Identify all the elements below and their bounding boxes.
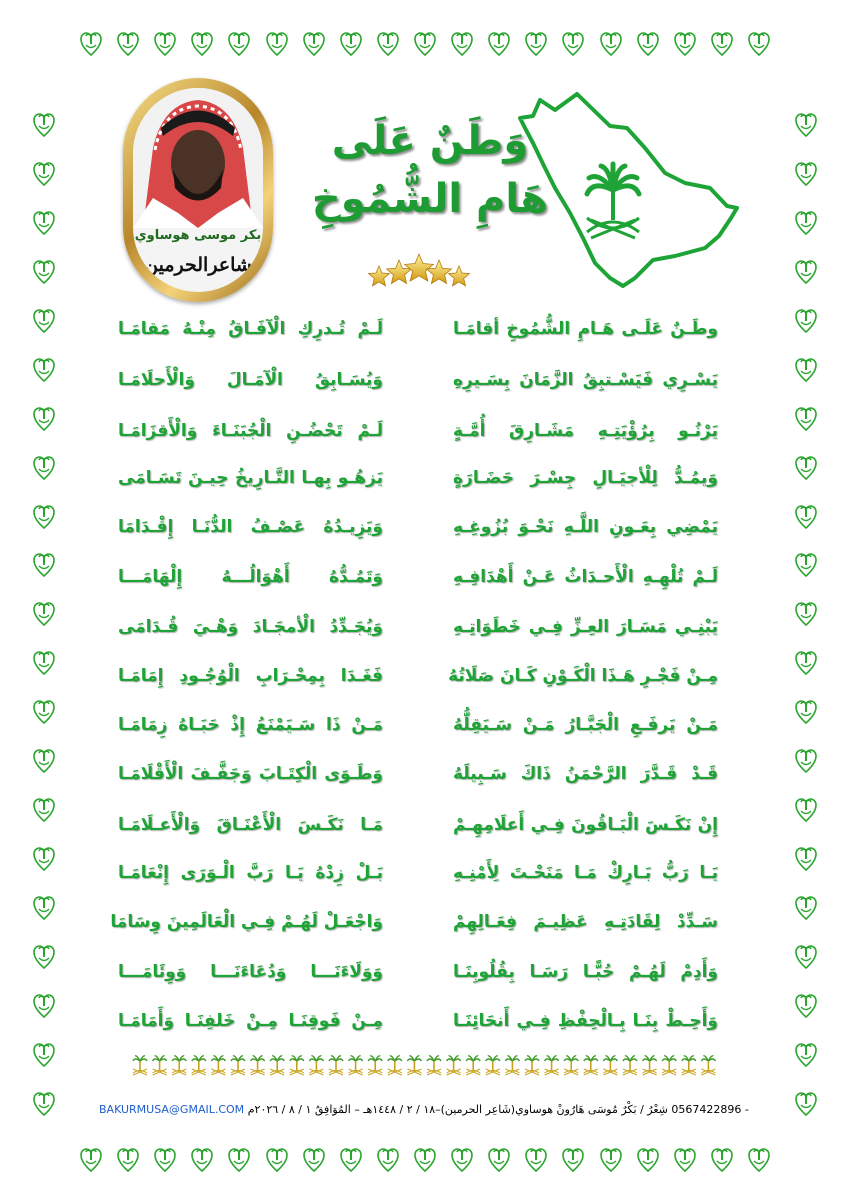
heart-sword-icon [795,406,817,432]
palm-swords-icon [407,1056,421,1075]
heart-sword-icon [377,1147,399,1173]
heart-sword-icon [795,748,817,774]
heart-sword-icon [33,993,55,1019]
verse-first-hemistich: قَـدْ قَـدَّرَ الرَّحْمَنُ ذَاكَ سَـبِيلَهُ [453,764,718,784]
heart-sword-icon [33,699,55,725]
heart-sword-icon [795,846,817,872]
palm-swords-icon [251,1056,265,1075]
heart-sword-icon [795,699,817,725]
verse-second-hemistich: مِـنْ فَوقِنَـا مِـنْ خَلفِنَـا وَأَمَامَـا [118,1011,383,1031]
heart-sword-icon [795,552,817,578]
palm-swords-icon [290,1056,304,1075]
stars-ornament [367,253,471,289]
verse-row [118,666,718,698]
border-bottom [80,1140,770,1180]
poet-photo [133,88,263,228]
verse-first-hemistich: يَسْـرِي فَيَسْـتبِقُ الزَّمَانَ بِسَـيرِهِ [453,370,718,390]
heart-sword-icon [451,31,473,57]
verse-first-hemistich: سَـدِّدْ لِقَادَتِـهِ عَظِيـمَ فِعَـالِهِمْ [453,912,718,932]
heart-sword-icon [795,650,817,676]
heart-sword-icon [33,308,55,334]
palm-swords-icon [388,1056,402,1075]
heart-sword-icon [562,31,584,57]
heart-sword-icon [266,1147,288,1173]
heart-sword-icon [637,1147,659,1173]
verse-second-hemistich: لَـمْ تُـدرِكِ الْآفَـاقُ مِنْـهُ مَقامَـا [118,319,383,339]
poet-portrait-frame [123,78,273,302]
heart-sword-icon [674,1147,696,1173]
verse-first-hemistich: يَبْنِـي مَسَـارَ العِـزِّ فِـي خَطَوَاتِـهِ [453,617,718,637]
verse-second-hemistich: وَطَـوَى الْكِتَـابَ وَجَفَّـفَ الْأَقْلَامَـا [118,764,383,784]
verse-row [118,517,718,549]
footer-credits: - 0567422896 شِعْرُ / بَكْرٌ مُوسَى هَارُونْ هوساوي(شَاعِر الحرمين)–١٨ / ٢ / ١٤٤٨هـ – المُوَافِقُ ١ / ٨ / ٢٠٢٦م [247,1103,749,1116]
heart-sword-icon [637,31,659,57]
heart-sword-icon [33,552,55,578]
heart-sword-icon [266,31,288,57]
verse-second-hemistich: بَـلْ زِدْهُ يَـا رَبَّ الْـوَرَى إِنْعَامَـا [118,863,383,883]
verse-second-hemistich: فَغَـدَا بِمِحْـرَابِ الْوُجُـودِ إِمَامَـا [118,666,383,686]
verse-second-hemistich: مَـنْ ذَا سَـيَمْنَعُ إِذْ حَبَـاهُ زِمَامَـا [118,715,383,735]
verse-row [118,1011,718,1043]
heart-sword-icon [33,406,55,432]
heart-sword-icon [795,161,817,187]
palm-swords-icon [466,1056,480,1075]
poem-title-line-1: وَطَنٌ عَلَى [331,118,529,164]
saudi-map-emblem-icon [515,88,745,288]
gold-star-icon [427,260,452,284]
palm-swords-icon [309,1056,323,1075]
palm-swords-icon [701,1056,715,1075]
border-top [80,24,770,64]
palm-swords-icon [525,1056,539,1075]
heart-sword-icon [748,1147,770,1173]
verse-second-hemistich: مَـا نَكَـسَ الْأَعْنَـاقَ وَالْأَعـلَامَـا [118,815,383,835]
heart-sword-icon [711,31,733,57]
heart-sword-icon [80,1147,102,1173]
heart-sword-icon [191,1147,213,1173]
palm-swords-icon [153,1056,167,1075]
verse-row [118,421,718,453]
heart-sword-icon [711,1147,733,1173]
heart-sword-icon [33,210,55,236]
heart-sword-icon [488,1147,510,1173]
heart-sword-icon [33,846,55,872]
verse-row [118,468,718,500]
heart-sword-icon [795,993,817,1019]
palm-swords-icon [545,1056,559,1075]
palm-swords-icon [486,1056,500,1075]
verse-row [110,912,718,944]
heart-sword-icon [33,161,55,187]
poet-portrait [133,88,263,292]
heart-sword-icon [600,1147,622,1173]
heart-sword-icon [303,1147,325,1173]
heart-sword-icon [414,1147,436,1173]
palm-swords-icon [682,1056,696,1075]
verse-first-hemistich: يَرْنُـو بِرُؤْيَتِـهِ مَشَـارِقَ أُمَّـةٍ [453,421,718,441]
heart-sword-icon [795,1091,817,1117]
verse-first-hemistich: يَـا رَبُّ بَـارِكْ مَـا مَنَحْـتَ لِأَمْنِـهِ [453,863,718,883]
heart-sword-icon [33,455,55,481]
heart-sword-icon [33,650,55,676]
heart-sword-icon [33,748,55,774]
verse-second-hemistich: يَزهُـو بِهـا التَّـارِيخُ حِيـنَ تَسَـامَى [118,468,383,488]
palm-swords-icon [427,1056,441,1075]
heart-sword-icon [228,31,250,57]
gold-star-icon [387,260,412,284]
heart-sword-icon [795,259,817,285]
heart-sword-icon [377,31,399,57]
palm-swords-icon [564,1056,578,1075]
heart-sword-icon [795,944,817,970]
heart-sword-icon [80,31,102,57]
heart-sword-icon [795,455,817,481]
gold-star-icon [405,254,434,281]
verse-first-hemistich: وَيمُـدُّ لِلْأجيَـالِ جِسْـرَ حَضَـارَةٍ [453,468,718,488]
heart-sword-icon [795,112,817,138]
heart-sword-icon [154,1147,176,1173]
heart-sword-icon [303,31,325,57]
verse-second-hemistich: وَاجْعَـلْ لَهُـمْ فِـي الْعَالَمِينَ وِسَامَا [110,912,383,932]
palm-swords-icon [368,1056,382,1075]
verse-row [118,319,718,351]
verse-row [118,962,718,994]
heart-sword-icon [33,944,55,970]
poet-name: بكر موسى هوساوي [134,228,262,243]
heart-sword-icon [33,504,55,530]
verse-second-hemistich: وَيُجَـدِّدُ الْأمجَـادَ وَهْـيَ قُـدَامَى [118,617,383,637]
verse-first-hemistich: لَـمْ تُلْهِـهِ الْأَحـدَاثُ عَـنْ أَهْدَافِـهِ [453,567,718,587]
verse-first-hemistich: مِـنْ فَجْـرِ هَـذَا الْكَـوْنِ كَـانَ صَلَاتُهُ [448,666,718,686]
palm-swords-icon [505,1056,519,1075]
heart-sword-icon [795,308,817,334]
heart-sword-icon [154,31,176,57]
heart-sword-icon [525,1147,547,1173]
heart-sword-icon [795,357,817,383]
heart-sword-icon [562,1147,584,1173]
verse-second-hemistich: لَـمْ تَحْضُـنِ الْجُبَنَـاءَ وَالْأَقزَامَـا [118,421,383,441]
palm-swords-icon [329,1056,343,1075]
heart-sword-icon [33,601,55,627]
verse-row [118,715,718,747]
footer-email: BAKURMUSA@GMAIL.COM [99,1103,245,1116]
heart-sword-icon [451,1147,473,1173]
palm-swords-icon [349,1056,363,1075]
verse-first-hemistich: وَأَدِمْ لَهُـمْ حُبًّـا رَسَـا بِقُلُوبِنَـا [453,962,718,982]
heart-sword-icon [340,31,362,57]
verse-first-hemistich: مَـنْ يَرفَـعِ الْجَبَّـارُ مَـنْ سَـيَقِلُّهُ [453,715,718,735]
palm-swords-icon [211,1056,225,1075]
border-right [786,112,826,1117]
heart-sword-icon [117,31,139,57]
palm-swords-icon [643,1056,657,1075]
heart-sword-icon [795,895,817,921]
palm-divider [130,1055,720,1077]
heart-sword-icon [33,895,55,921]
heart-sword-icon [33,1042,55,1068]
heart-sword-icon [795,504,817,530]
border-left [24,112,64,1117]
verse-second-hemistich: وَيَزِيـدُهُ عَصْـفُ الدُّنَـا إِقْـدَامَا [118,517,383,537]
verse-second-hemistich: وَتَمُـدُّهُ أَهْوَالُـــهُ إِلْهَامَـــا [118,567,383,587]
verse-row [118,370,718,402]
verse-second-hemistich: وَيُسَـابِقُ الْآمَـالَ وَالْأَحلَامَـا [118,370,383,390]
heart-sword-icon [600,31,622,57]
palm-swords-icon [584,1056,598,1075]
heart-sword-icon [33,357,55,383]
heart-sword-icon [414,31,436,57]
palm-swords-icon [231,1056,245,1075]
poem-title-line-2: هَامِ الشُّمُوخِ [311,176,549,222]
footer [99,1103,749,1121]
heart-sword-icon [795,1042,817,1068]
palm-swords-icon [172,1056,186,1075]
heart-sword-icon [33,112,55,138]
verse-first-hemistich: وطَـنٌ عَلَـى هَـامِ الشُّمُوخِ أقامَـا [453,319,718,339]
verse-first-hemistich: يَمْضِي بِعَـونِ اللَّـهِ نَحْـوَ بُزُوغِـهِ [453,517,718,537]
verse-row [118,863,718,895]
palm-swords-icon [447,1056,461,1075]
heart-sword-icon [33,797,55,823]
heart-sword-icon [228,1147,250,1173]
verse-row [118,617,718,649]
heart-sword-icon [117,1147,139,1173]
palm-swords-icon [662,1056,676,1075]
poet-title-calligraphy: شاعرالحرمين [144,254,252,276]
heart-sword-icon [795,210,817,236]
verse-row [118,815,718,847]
heart-sword-icon [795,797,817,823]
verse-first-hemistich: إِنْ نَكَـسَ الْبَـاقُونَ فِـي أَعلَامِهِـمْ [453,815,718,835]
heart-sword-icon [33,1091,55,1117]
heart-sword-icon [340,1147,362,1173]
palm-swords-icon [192,1056,206,1075]
verse-row [118,764,718,796]
heart-sword-icon [488,31,510,57]
heart-sword-icon [33,259,55,285]
verse-second-hemistich: وَوَلَاءَنَـــا وَدُعَاءَنَـــا وَوِئَامَـــا [118,962,383,982]
heart-sword-icon [525,31,547,57]
verse-row [118,567,718,599]
palm-swords-icon [623,1056,637,1075]
palm-swords-icon [270,1056,284,1075]
heart-sword-icon [674,31,696,57]
palm-swords-icon [133,1056,147,1075]
heart-sword-icon [191,31,213,57]
heart-sword-icon [748,31,770,57]
verse-first-hemistich: وَأَحِـطْ بِنَـا بِـالْحِفْظِ فِـي أَنحَائِنَـا [453,1011,718,1031]
palm-swords-icon [603,1056,617,1075]
heart-sword-icon [795,601,817,627]
